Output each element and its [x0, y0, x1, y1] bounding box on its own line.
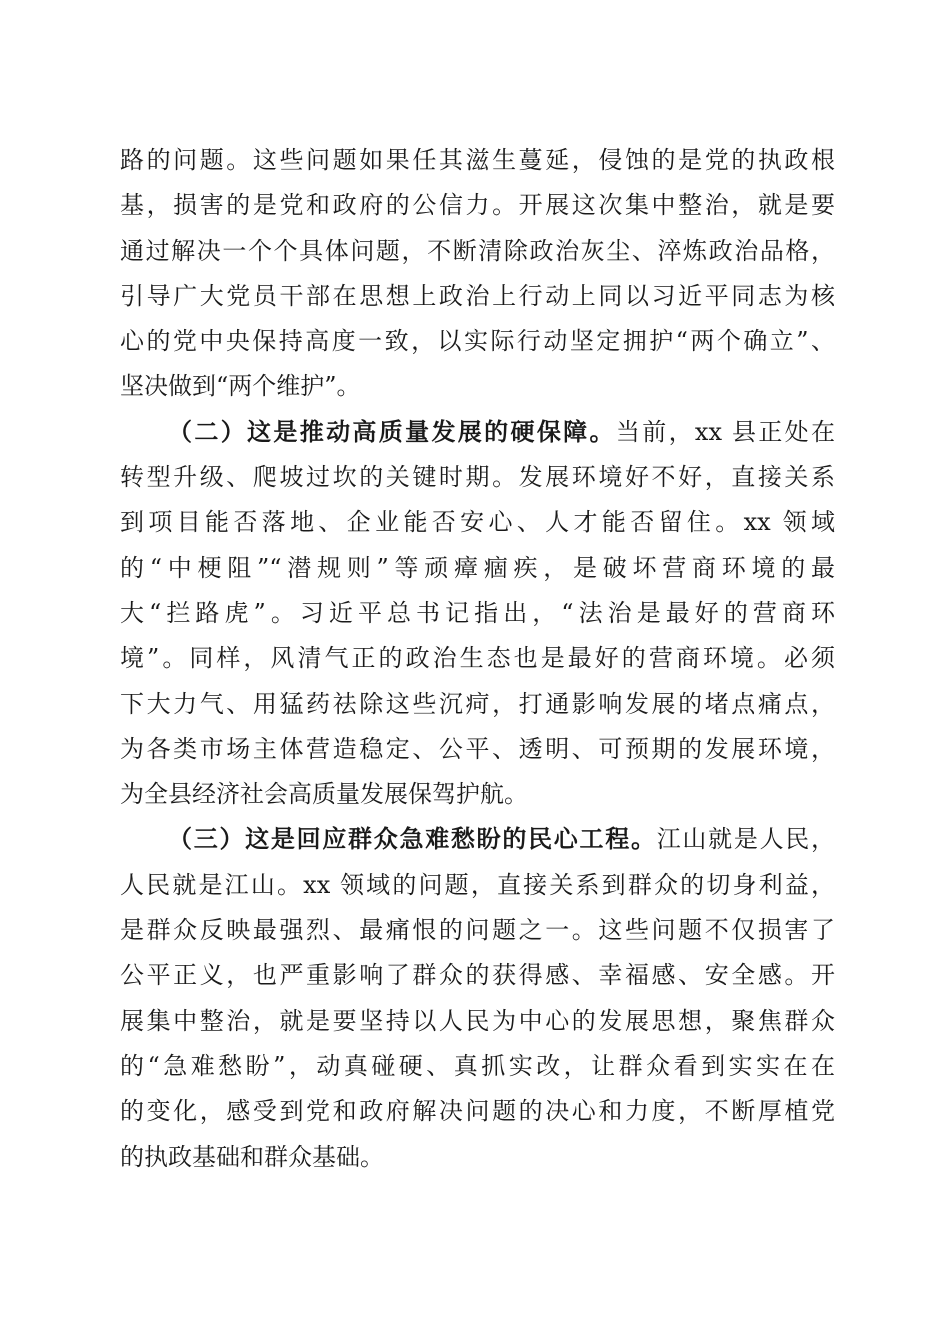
paragraph-text: 江山就是人民，: [656, 825, 836, 854]
paragraph-1: [120, 138, 835, 410]
paragraph-line: 的“中梗阻”“潜规则”等顽瘴痼疾，是破坏营商环境的最: [120, 553, 835, 582]
paragraph-2: [120, 410, 835, 818]
paragraph-line: 是群众反映最强烈、最痛恨的问题之一。这些问题不仅损害了: [120, 916, 835, 945]
paragraph-line: 的执政基础和群众基础。: [120, 1142, 384, 1171]
paragraph-line: 大“拦路虎”。习近平总书记指出，“法治是最好的营商环: [120, 598, 835, 627]
paragraph-line: 基，损害的是党和政府的公信力。开展这次集中整治，就是要: [120, 191, 835, 220]
paragraph-line: 的变化，感受到党和政府解决问题的决心和力度，不断厚植党: [120, 1097, 835, 1126]
section-heading: （二）这是推动高质量发展的硬保障。: [168, 417, 616, 446]
paragraph-line: 引导广大党员干部在思想上政治上行动上同以习近平同志为核: [120, 281, 835, 310]
paragraph-line: 为全县经济社会高质量发展保驾护航。: [120, 780, 528, 809]
paragraph-first-line: [120, 817, 835, 862]
paragraph-text: 当前，xx 县正处在: [615, 417, 836, 446]
paragraph-3: [120, 817, 835, 1179]
paragraph-line: 为各类市场主体营造稳定、公平、透明、可预期的发展环境，: [120, 734, 835, 763]
document-body: [120, 138, 835, 1180]
paragraph-line: 通过解决一个个具体问题，不断清除政治灰尘、淬炼政治品格，: [120, 236, 835, 265]
paragraph-line: 转型升级、爬坡过坎的关键时期。发展环境好不好，直接关系: [120, 463, 835, 492]
paragraph-line: 展集中整治，就是要坚持以人民为中心的发展思想，聚焦群众: [120, 1006, 835, 1035]
paragraph-line: 心的党中央保持高度一致，以实际行动坚定拥护“两个确立”、: [120, 327, 835, 356]
paragraph-first-line: [120, 410, 835, 455]
section-heading: （三）这是回应群众急难愁盼的民心工程。: [168, 825, 657, 854]
paragraph-line: 的“急难愁盼”，动真碰硬、真抓实改，让群众看到实实在在: [120, 1051, 835, 1080]
paragraph-line: 路的问题。这些问题如果任其滋生蔓延，侵蚀的是党的执政根: [120, 146, 835, 174]
paragraph-line: 人民就是江山。xx 领域的问题，直接关系到群众的切身利益，: [120, 870, 835, 899]
paragraph-line: 境”。同样，风清气正的政治生态也是最好的营商环境。必须: [120, 644, 835, 673]
paragraph-line: 公平正义，也严重影响了群众的获得感、幸福感、安全感。开: [120, 961, 835, 990]
paragraph-line: 坚决做到“两个维护”。: [120, 372, 361, 401]
paragraph-line: 下大力气、用猛药祛除这些沉疴，打通影响发展的堵点痛点，: [120, 689, 835, 718]
paragraph-line: 到项目能否落地、企业能否安心、人才能否留住。xx 领域: [120, 508, 835, 537]
